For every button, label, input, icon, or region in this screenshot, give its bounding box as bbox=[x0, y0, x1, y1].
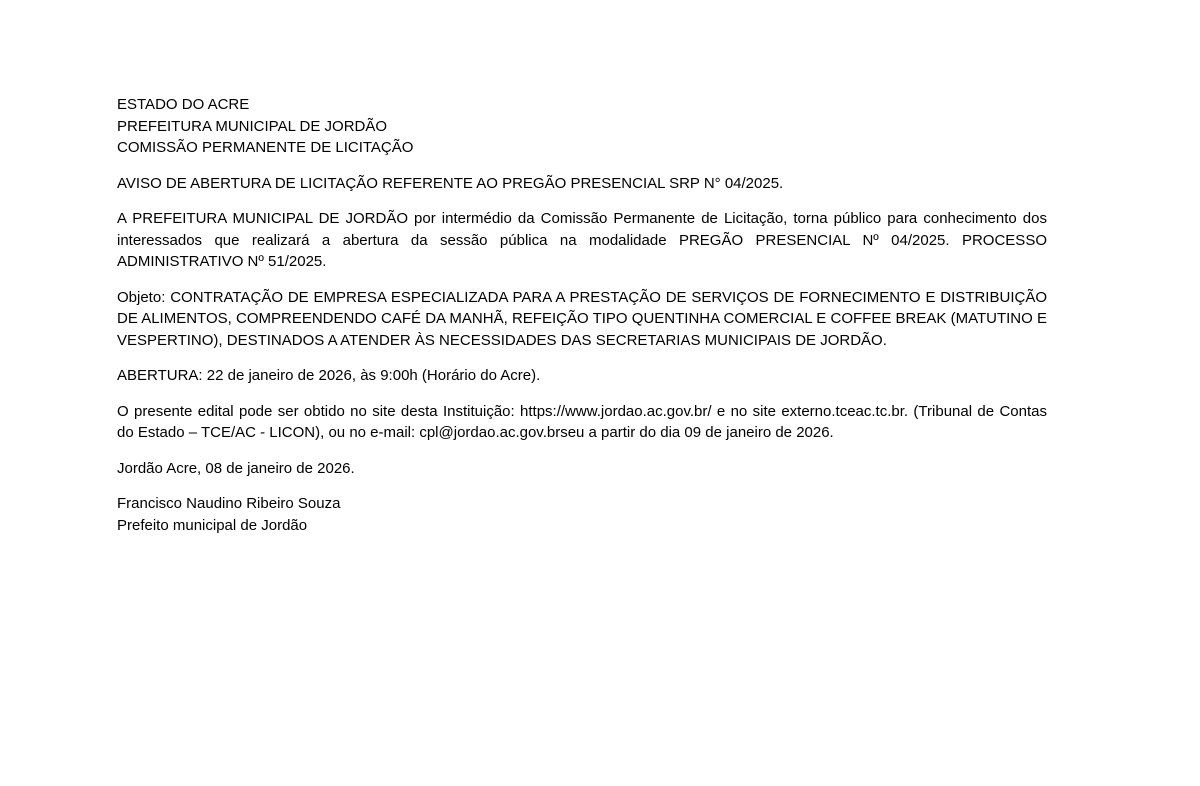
signature-block bbox=[117, 493, 1047, 536]
signature-name: Francisco Naudino Ribeiro Souza bbox=[117, 495, 341, 512]
letterhead-commission: COMISSÃO PERMANENTE DE LICITAÇÃO bbox=[117, 139, 414, 156]
signature-role: Prefeito municipal de Jordão bbox=[117, 516, 308, 534]
edital-paragraph: O presente edital pode ser obtido no site desta Instituição: https://www.jordao.ac.gov.br/ e no site externo.tceac.tc.br. (Tribunal de Contas do Estado – TCE/AC - LICON), ou no e-mail: cpl@jordao.ac.gov.brseu a partir do dia 09 de janeiro de 2026. bbox=[117, 402, 1047, 441]
letterhead bbox=[117, 94, 1047, 159]
dateline: Jordão Acre, 08 de janeiro de 2026. bbox=[117, 459, 355, 477]
letterhead-municipality: PREFEITURA MUNICIPAL DE JORDÃO bbox=[117, 117, 388, 135]
notice-body bbox=[117, 94, 1047, 536]
intro-paragraph: A PREFEITURA MUNICIPAL DE JORDÃO por intermédio da Comissão Permanente de Licitação, torna público para conhecimento dos interessados que realizará a abertura da sessão pública na modalidade PREGÃO PRESENCIAL Nº 04/2025. PROCESSO ADMINISTRATIVO Nº 51/2025. bbox=[117, 210, 1047, 270]
notice-title: AVISO DE ABERTURA DE LICITAÇÃO REFERENTE AO PREGÃO PRESENCIAL SRP N° 04/2025. bbox=[117, 174, 784, 192]
objeto-paragraph: Objeto: CONTRATAÇÃO DE EMPRESA ESPECIALIZADA PARA A PRESTAÇÃO DE SERVIÇOS DE FORNECIMENTO E DISTRIBUIÇÃO DE ALIMENTOS, COMPREENDENDO CAFÉ DA MANHÃ, REFEIÇÃO TIPO QUENTINHA COMERCIAL E COFFEE BREAK (MATUTINO E VESPERTINO), DESTINADOS A ATENDER ÀS NECESSIDADES DAS SECRETARIAS MUNICIPAIS DE JORDÃO. bbox=[117, 288, 1047, 349]
abertura-paragraph: ABERTURA: 22 de janeiro de 2026, às 9:00h (Horário do Acre). bbox=[117, 367, 541, 384]
letterhead-state: ESTADO DO ACRE bbox=[117, 96, 250, 113]
